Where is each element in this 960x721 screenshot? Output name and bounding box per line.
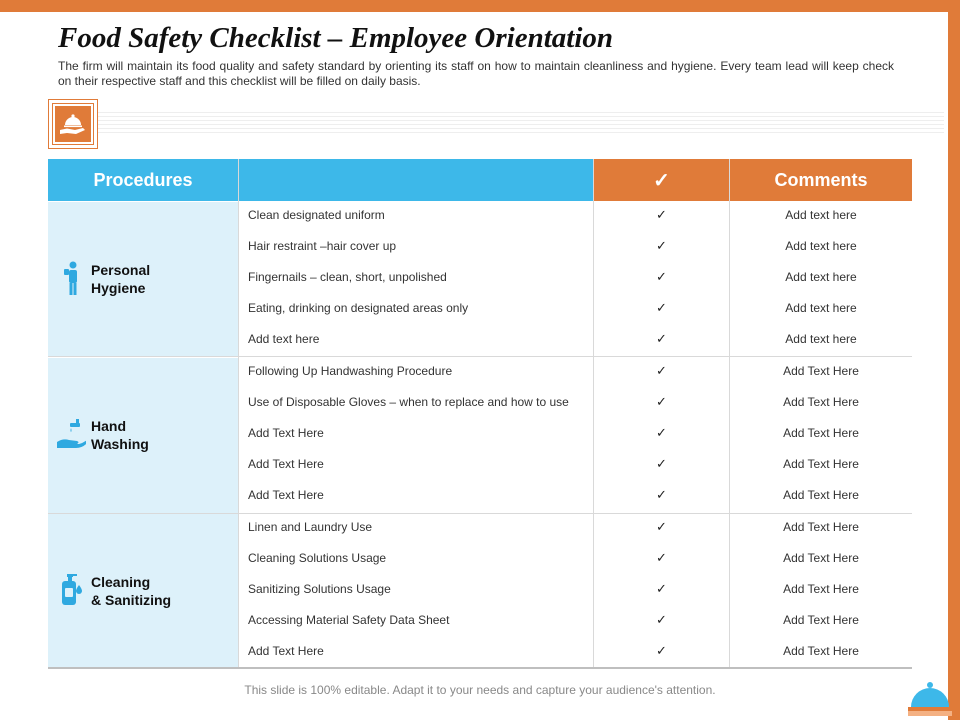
comment-text: Add Text Here	[783, 364, 859, 378]
comment-text: Add Text Here	[783, 426, 859, 440]
comment-text: Add Text Here	[783, 520, 859, 534]
procedure-text: Add Text Here	[248, 457, 324, 471]
sanitizer-bottle-icon	[56, 571, 86, 609]
procedure-text: Fingernails – clean, short, unpolished	[248, 270, 447, 284]
check-mark: ✓	[656, 581, 667, 596]
check-mark: ✓	[656, 456, 667, 471]
right-accent-bar	[948, 0, 960, 720]
checklist-table	[48, 159, 912, 669]
procedure-text: Linen and Laundry Use	[248, 520, 373, 534]
comment-text: Add text here	[785, 270, 857, 284]
check-mark: ✓	[656, 238, 667, 253]
table-row	[239, 202, 912, 233]
decorative-stripes	[98, 112, 944, 136]
table-row	[239, 233, 912, 264]
group-label: Hand Washing	[91, 418, 149, 452]
comment-text: Add Text Here	[783, 488, 859, 502]
column-divider	[729, 159, 730, 669]
group-label: Cleaning & Sanitizing	[91, 574, 172, 608]
table-bottom-border	[48, 667, 912, 669]
table-row	[239, 638, 912, 669]
procedure-text: Hair restraint –hair cover up	[248, 239, 397, 253]
table-row	[239, 420, 912, 451]
table-row	[239, 545, 912, 576]
procedure-text: Clean designated uniform	[248, 208, 385, 222]
comment-text: Add Text Here	[783, 644, 859, 658]
table-row	[239, 326, 912, 357]
table-row	[239, 576, 912, 607]
header-comments: Comments	[730, 159, 912, 201]
table-row	[239, 389, 912, 420]
procedure-text: Add Text Here	[248, 644, 324, 658]
column-divider	[238, 159, 239, 669]
group-cell	[48, 514, 238, 669]
comment-text: Add Text Here	[783, 613, 859, 627]
check-mark: ✓	[656, 300, 667, 315]
procedure-text: Following Up Handwashing Procedure	[248, 364, 453, 378]
check-mark: ✓	[656, 207, 667, 222]
table-row	[239, 358, 912, 389]
header-blank	[239, 159, 593, 201]
page-subtitle: The firm will maintain its food quality and safety standard by orienting its staff on how to maintain cleanliness and hygiene. Every team lead will keep check on their respective staff and this checklist will be filled on daily basis.	[58, 59, 894, 88]
cloche-icon	[906, 680, 952, 716]
comment-text: Add text here	[785, 208, 857, 222]
group-divider	[48, 513, 912, 514]
check-mark: ✓	[656, 487, 667, 502]
table-row	[239, 451, 912, 482]
page-title: Food Safety Checklist – Employee Orientation	[58, 22, 614, 54]
check-mark: ✓	[656, 425, 667, 440]
check-mark: ✓	[656, 269, 667, 284]
check-mark: ✓	[656, 363, 667, 378]
table-row	[239, 607, 912, 638]
check-mark: ✓	[656, 643, 667, 658]
comment-text: Add Text Here	[783, 551, 859, 565]
procedure-text: Add Text Here	[248, 426, 324, 440]
procedure-text: Sanitizing Solutions Usage	[248, 582, 391, 596]
table-row	[239, 264, 912, 295]
procedure-text: Use of Disposable Gloves – when to replace and how to use	[248, 395, 569, 409]
comment-text: Add text here	[785, 239, 857, 253]
comment-text: Add text here	[785, 332, 857, 346]
check-mark: ✓	[656, 612, 667, 627]
food-service-hand-icon	[53, 104, 93, 144]
table-row	[239, 514, 912, 545]
procedure-text: Add text here	[248, 332, 320, 346]
procedure-text: Accessing Material Safety Data Sheet	[248, 613, 450, 627]
comment-text: Add text here	[785, 301, 857, 315]
group-divider	[48, 356, 912, 357]
table-row	[239, 295, 912, 326]
procedure-text: Cleaning Solutions Usage	[248, 551, 387, 565]
comment-text: Add Text Here	[783, 457, 859, 471]
group-label: Personal Hygiene	[91, 262, 151, 296]
column-divider	[593, 159, 594, 669]
check-mark: ✓	[656, 394, 667, 409]
comment-text: Add Text Here	[783, 582, 859, 596]
header-icon-frame	[48, 99, 98, 149]
check-mark: ✓	[656, 550, 667, 565]
group-cell	[48, 358, 238, 513]
footer-note: This slide is 100% editable. Adapt it to your needs and capture your audience's attention.	[244, 683, 716, 697]
header-check: ✓	[594, 159, 729, 201]
comment-text: Add Text Here	[783, 395, 859, 409]
procedure-text: Add Text Here	[248, 488, 324, 502]
header-procedures: Procedures	[48, 159, 238, 201]
group-cell	[48, 202, 238, 357]
table-row	[239, 482, 912, 513]
person-icon	[56, 259, 86, 297]
top-accent-bar	[0, 0, 960, 12]
procedure-text: Eating, drinking on designated areas only	[248, 301, 469, 315]
check-mark: ✓	[656, 331, 667, 346]
hand-washing-icon	[56, 415, 86, 453]
check-mark: ✓	[656, 519, 667, 534]
